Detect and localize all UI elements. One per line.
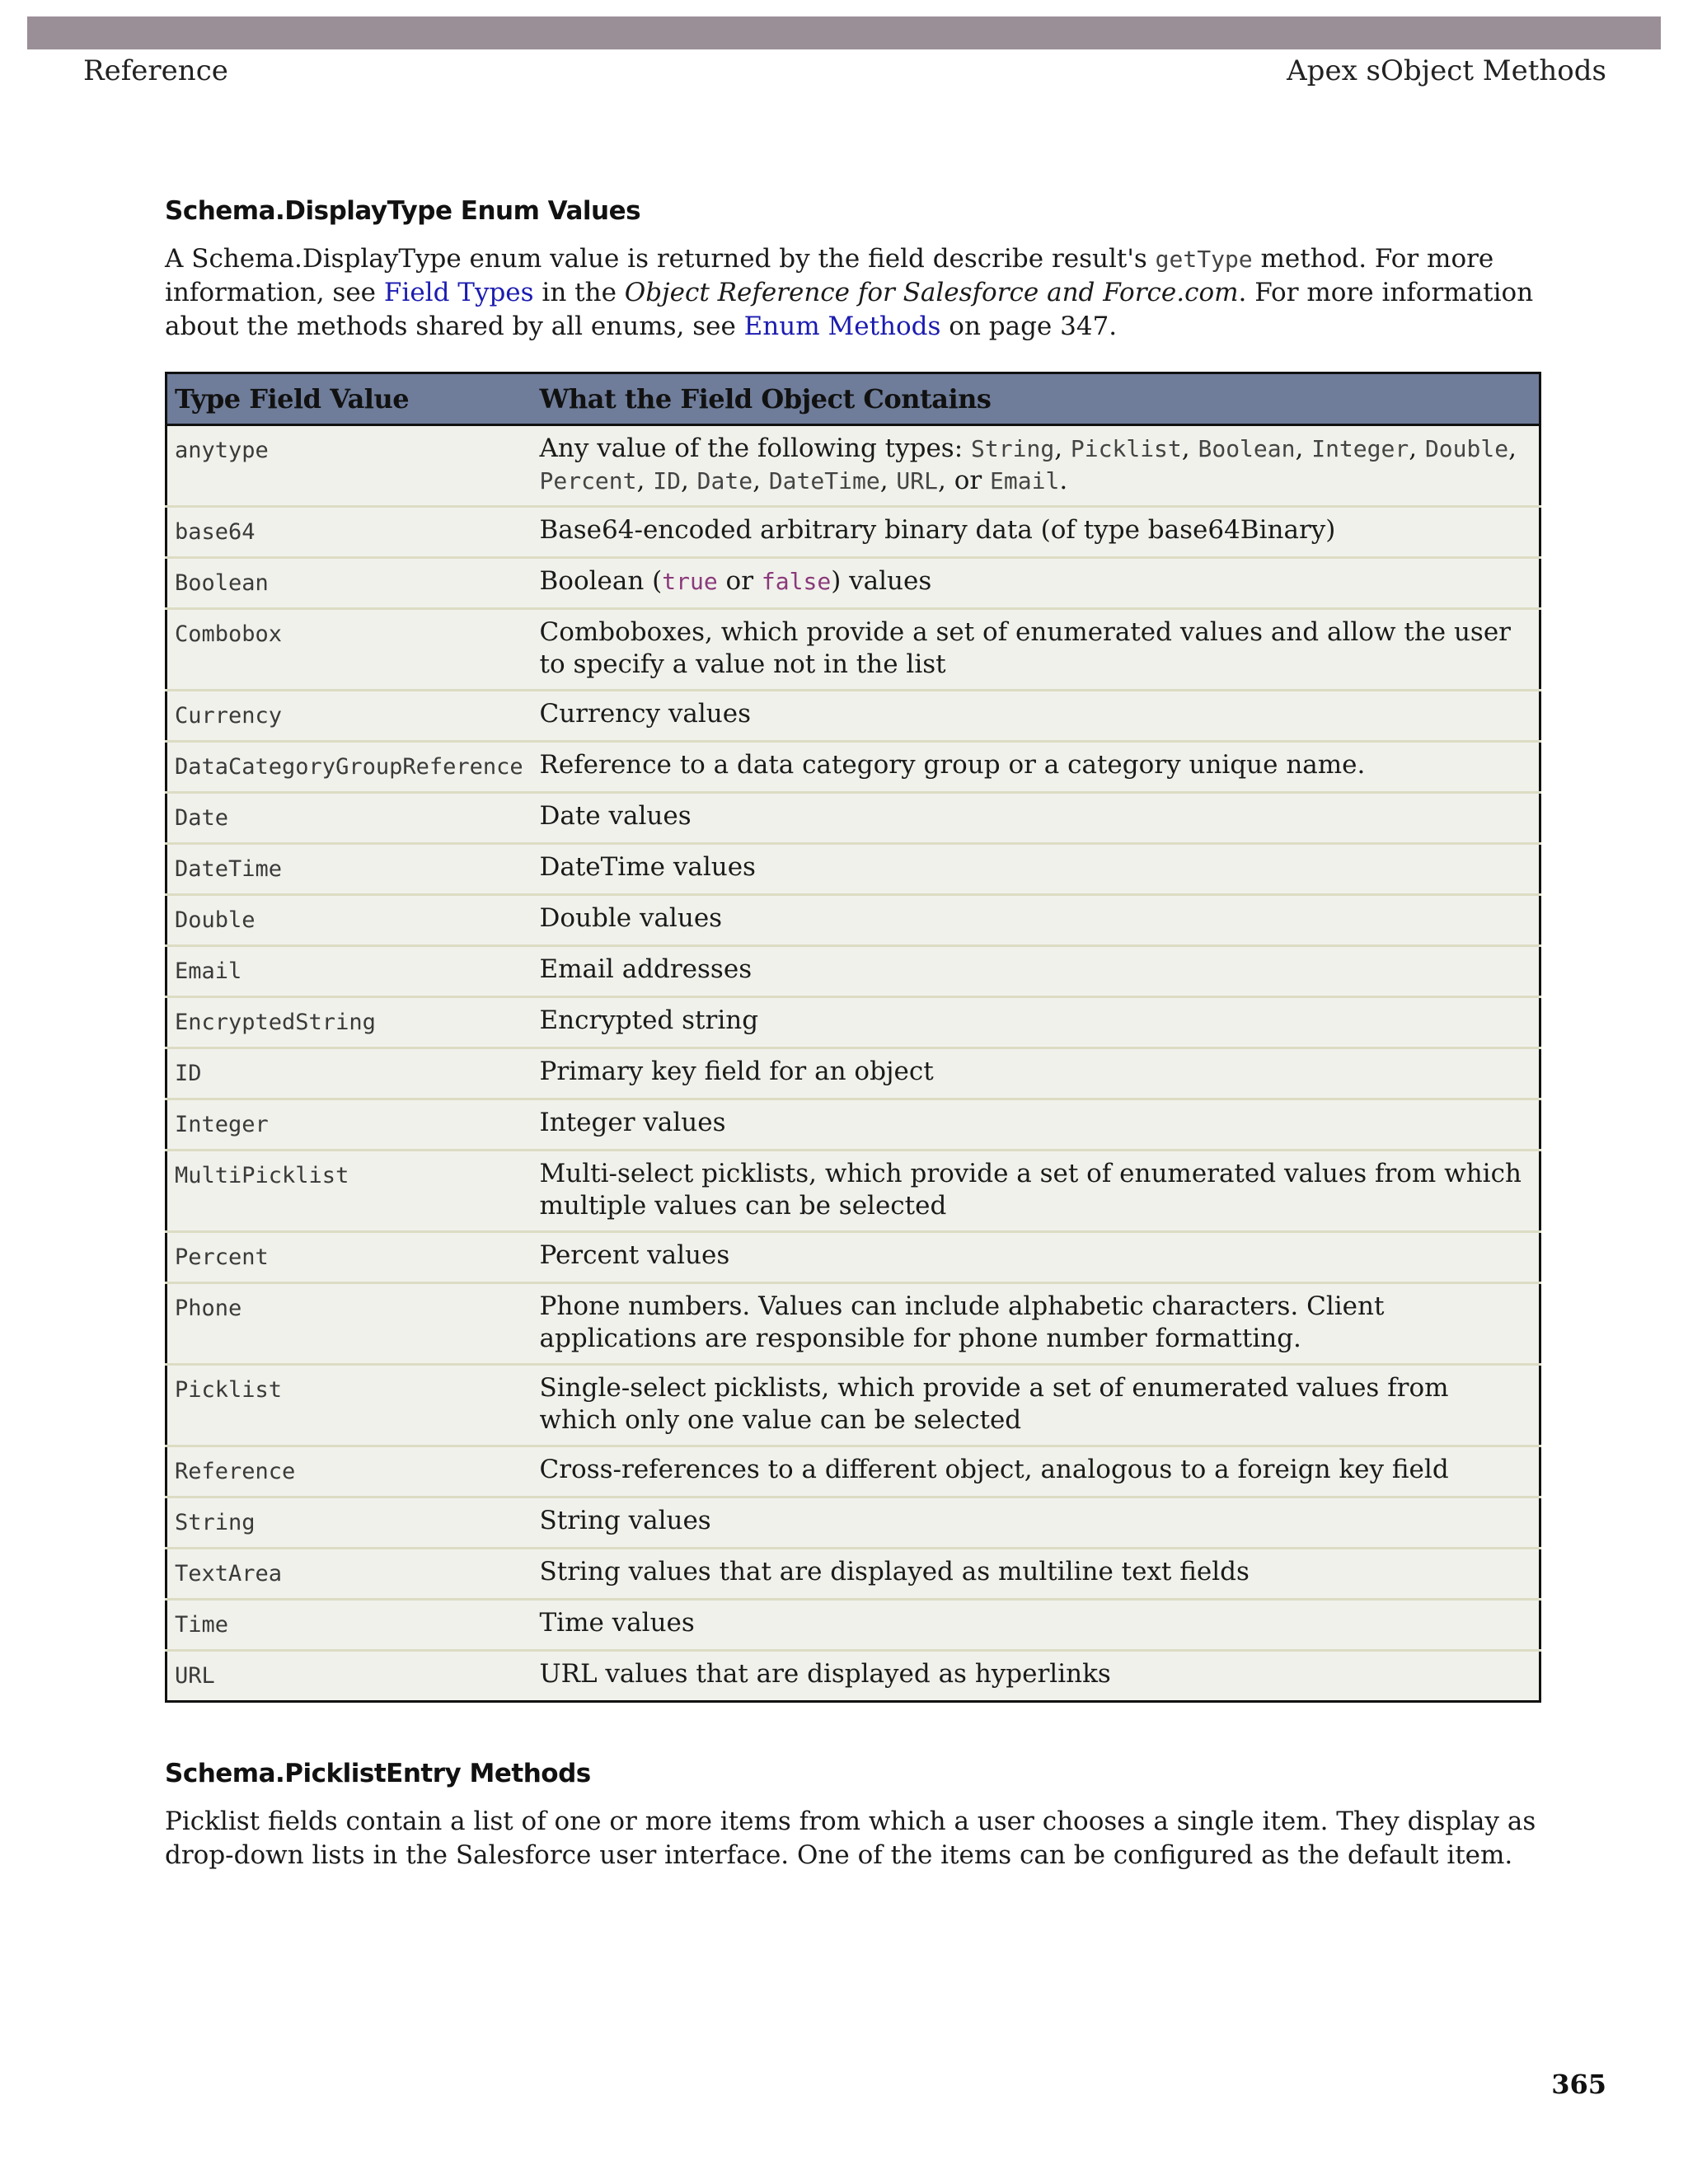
section-title-displaytype: Schema.DisplayType Enum Values — [165, 196, 641, 226]
type-value: anytype — [166, 425, 532, 507]
type-description: Any value of the following types: String, Picklist, Boolean, Integer, Double, Percent, ID, Date, DateTime, URL, or Email. — [532, 425, 1540, 507]
column-header-type: Type Field Value — [166, 373, 532, 425]
type-value: TextArea — [166, 1549, 532, 1600]
table-row — [166, 1099, 1540, 1151]
type-value: base64 — [166, 507, 532, 558]
running-header-right: Apex sObject Methods — [1287, 54, 1606, 87]
table-row — [166, 1651, 1540, 1702]
type-value: Time — [166, 1600, 532, 1651]
type-description: Double values — [532, 895, 1540, 946]
table-row — [166, 1151, 1540, 1232]
type-value: Reference — [166, 1446, 532, 1497]
table-row — [166, 558, 1540, 609]
table-row — [166, 1232, 1540, 1283]
type-value: Picklist — [166, 1365, 532, 1446]
type-value: DataCategoryGroupReference — [166, 742, 532, 793]
enum-methods-link[interactable]: Enum Methods — [743, 312, 941, 341]
type-description: String values — [532, 1497, 1540, 1549]
true-literal: true — [662, 568, 718, 595]
table-row — [166, 507, 1540, 558]
page-content — [165, 196, 1541, 1872]
type-description: String values that are displayed as multiline text fields — [532, 1549, 1540, 1600]
table-header-row — [166, 373, 1540, 425]
intro-paragraph: A Schema.DisplayType enum value is returned by the field describe result's getType method. For more information, see Field Types in the Object Reference for Salesforce and Force.com. For more information about the methods shared by all enums, see Enum Methods on page 347. — [165, 244, 1534, 341]
table-row — [166, 946, 1540, 997]
table-row — [166, 895, 1540, 946]
type-description: DateTime values — [532, 844, 1540, 895]
type-value: Percent — [166, 1232, 532, 1283]
running-header-left: Reference — [83, 54, 228, 87]
type-description: Email addresses — [532, 946, 1540, 997]
table-row — [166, 609, 1540, 691]
type-description: Phone numbers. Values can include alphabetic characters. Client applications are responsible for phone number formatting. — [532, 1283, 1540, 1365]
type-value: Phone — [166, 1283, 532, 1365]
type-value: Combobox — [166, 609, 532, 691]
type-value: Currency — [166, 691, 532, 742]
table-row — [166, 1365, 1540, 1446]
table-row — [166, 844, 1540, 895]
table-row — [166, 997, 1540, 1048]
type-description: Encrypted string — [532, 997, 1540, 1048]
table-row — [166, 1048, 1540, 1099]
type-description: Comboboxes, which provide a set of enumerated values and allow the user to specify a value not in the list — [532, 609, 1540, 691]
table-row — [166, 1549, 1540, 1600]
type-value: EncryptedString — [166, 997, 532, 1048]
displaytype-enum-table — [165, 372, 1541, 1703]
type-value: Date — [166, 793, 532, 844]
type-description: Currency values — [532, 691, 1540, 742]
type-description: Single-select picklists, which provide a set of enumerated values from which only one value can be selected — [532, 1365, 1540, 1446]
type-description: Primary key field for an object — [532, 1048, 1540, 1099]
type-value: Integer — [166, 1099, 532, 1151]
gettype-code: getType — [1155, 246, 1253, 273]
type-description: Cross-references to a different object, analogous to a foreign key field — [532, 1446, 1540, 1497]
type-value: Email — [166, 946, 532, 997]
type-description: URL values that are displayed as hyperlinks — [532, 1651, 1540, 1702]
table-row — [166, 691, 1540, 742]
table-row — [166, 1600, 1540, 1651]
table-row — [166, 1497, 1540, 1549]
table-row — [166, 1446, 1540, 1497]
column-header-contents: What the Field Object Contains — [532, 373, 1540, 425]
table-row — [166, 425, 1540, 507]
picklistentry-paragraph: Picklist fields contain a list of one or more items from which a user chooses a single item. They display as drop-down lists in the Salesforce user interface. One of the items can be configured as the default item. — [165, 1807, 1536, 1870]
type-description: Boolean (true or false) values — [532, 558, 1540, 609]
type-value: Boolean — [166, 558, 532, 609]
type-description: Integer values — [532, 1099, 1540, 1151]
table-row — [166, 742, 1540, 793]
object-reference-title: Object Reference for Salesforce and Force.com — [624, 278, 1239, 307]
type-value: ID — [166, 1048, 532, 1099]
picklistentry-section — [165, 1759, 1541, 1872]
page-number: 365 — [1551, 2069, 1606, 2100]
type-value: String — [166, 1497, 532, 1549]
top-color-bar — [27, 16, 1661, 49]
table-row — [166, 793, 1540, 844]
type-description: Percent values — [532, 1232, 1540, 1283]
type-value: MultiPicklist — [166, 1151, 532, 1232]
type-value: Double — [166, 895, 532, 946]
field-types-link[interactable]: Field Types — [383, 278, 534, 307]
section-title-picklistentry: Schema.PicklistEntry Methods — [165, 1759, 591, 1788]
type-description: Date values — [532, 793, 1540, 844]
type-value: DateTime — [166, 844, 532, 895]
table-row — [166, 1283, 1540, 1365]
false-literal: false — [761, 568, 832, 595]
type-description: Multi-select picklists, which provide a set of enumerated values from which multiple values can be selected — [532, 1151, 1540, 1232]
type-value: URL — [166, 1651, 532, 1702]
type-description: Time values — [532, 1600, 1540, 1651]
type-description: Base64-encoded arbitrary binary data (of type base64Binary) — [532, 507, 1540, 558]
type-description: Reference to a data category group or a category unique name. — [532, 742, 1540, 793]
